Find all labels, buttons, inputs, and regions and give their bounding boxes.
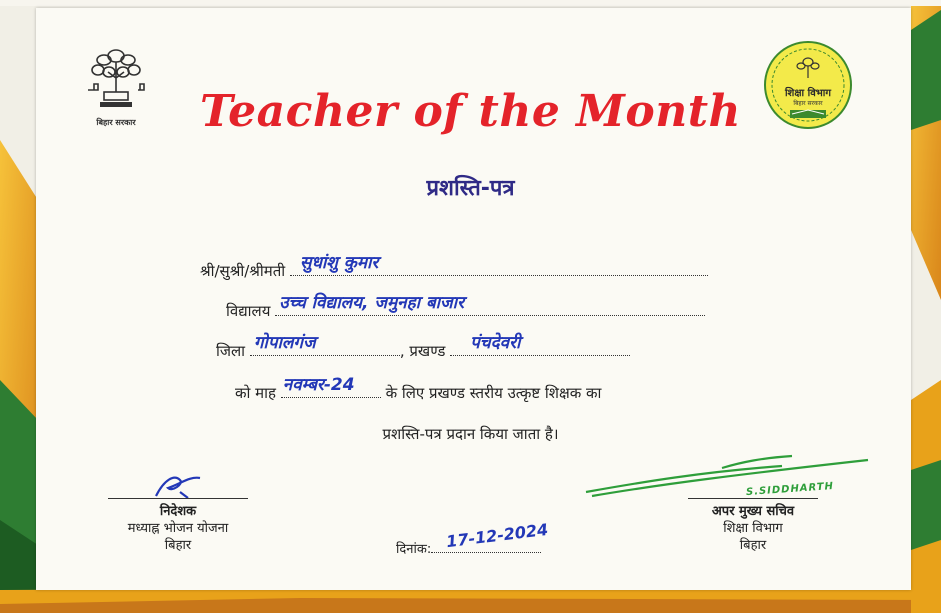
left-signature-role: निदेशक — [159, 504, 197, 519]
district-label: जिला — [216, 342, 246, 360]
district-line — [216, 333, 630, 361]
seal-title: शिक्षा विभाग — [784, 88, 832, 99]
right-signature-line2: बिहार — [739, 538, 767, 553]
right-signature-role: अपर मुख्य सचिव — [711, 504, 795, 519]
name-label: श्री/सुश्री/श्रीमती — [200, 262, 286, 280]
name-line — [200, 253, 708, 281]
block-field — [450, 333, 630, 356]
right-signature-block — [688, 498, 818, 554]
month-prefix: को माह — [235, 384, 276, 402]
left-signature-block — [108, 498, 248, 554]
school-value: उच्च विद्यालय, जमुनहा बाजार — [279, 293, 465, 313]
month-line — [235, 375, 602, 403]
school-line — [226, 293, 705, 321]
month-field — [281, 375, 381, 398]
district-value: गोपालगंज — [253, 333, 316, 353]
right-signature-name: S.SIDDHARTH — [745, 480, 835, 499]
block-value: पंचदेवरी — [470, 333, 521, 353]
block-label: , प्रखण्ड — [399, 342, 446, 360]
left-signature-rule — [108, 498, 248, 499]
right-signature-line1: शिक्षा विभाग — [723, 521, 783, 536]
right-signature-mark — [582, 452, 872, 502]
district-field — [250, 333, 400, 356]
date-value: 17-12-2024 — [445, 519, 550, 552]
month-suffix: के लिए प्रखण्ड स्तरीय उत्कृष्ट शिक्षक का — [385, 384, 602, 402]
school-label: विद्यालय — [226, 302, 271, 320]
closing-line: प्रशस्ति-पत्र प्रदान किया जाता है। — [382, 425, 559, 443]
name-value: सुधांशु कुमार — [299, 253, 379, 273]
seal-subtitle: बिहार सरकार — [793, 100, 823, 107]
right-signature-rule — [688, 498, 818, 499]
certificate-subtitle: प्रशस्ति-पत्र — [426, 176, 515, 201]
month-value: नवम्बर-24 — [282, 375, 355, 395]
left-signature-line1: मध्याह्न भोजन योजना — [127, 521, 229, 536]
school-field — [275, 293, 705, 316]
left-signature-line2: बिहार — [164, 538, 192, 553]
emblem-caption: बिहार सरकार — [96, 118, 136, 127]
certificate-title: Teacher of the Month — [199, 86, 742, 137]
name-field — [290, 253, 708, 276]
left-signature-mark — [150, 470, 210, 500]
date-label: दिनांक: — [396, 542, 432, 557]
